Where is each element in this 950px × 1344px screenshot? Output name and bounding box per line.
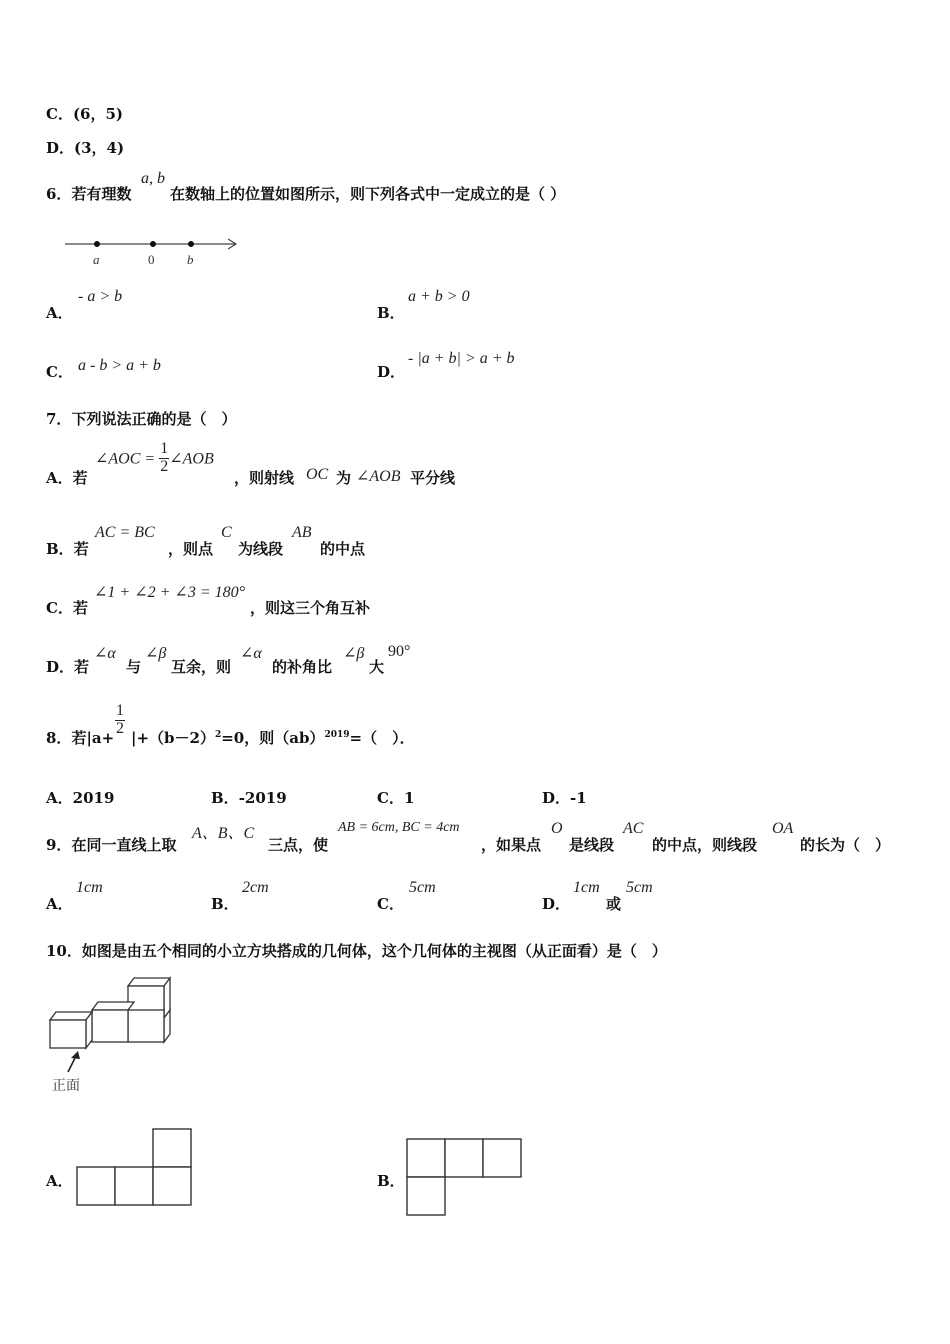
- q9-m4: AC: [623, 820, 644, 837]
- q7-c-m1: ∠1 + ∠2 + ∠3 = 180°: [94, 584, 246, 601]
- axis-label-0: 0: [148, 252, 155, 267]
- q9-option-b-label: B．: [211, 895, 239, 913]
- q6-option-d-expr: - |a + b| > a + b: [408, 350, 515, 367]
- stem-text: 下列说法正确的是（ ）: [71, 410, 237, 428]
- q7-b-m1: AC = BC: [95, 524, 155, 541]
- question-8-stem-post: [131, 727, 415, 748]
- q7-d-m5: [388, 643, 410, 661]
- option-value: (6，5): [72, 105, 124, 123]
- q9-text-4: 是线段: [569, 836, 615, 854]
- point-0: [150, 241, 156, 247]
- stem-text: =（ ）．: [349, 729, 415, 747]
- cube-top-face: [128, 978, 170, 986]
- q7-b-text-2: 为线段: [238, 540, 284, 558]
- q9-m1: A、B、C: [192, 825, 255, 842]
- q7-a-text-2: 为: [336, 469, 352, 487]
- q7-option-b: [46, 538, 89, 559]
- option-text: 若: [72, 469, 88, 487]
- option-value: (3，4): [74, 139, 125, 157]
- q6-option-d-label: D．: [377, 363, 406, 381]
- q9-option-c-value: 5cm: [409, 879, 436, 896]
- cube-front-face: [50, 1020, 86, 1048]
- question-6-stem: [46, 183, 131, 204]
- q9-option-b-value: 2cm: [242, 879, 269, 896]
- q9-option-d-value2: 5cm: [626, 879, 653, 896]
- option-text: 若: [72, 599, 88, 617]
- fraction-denominator: 2: [116, 719, 124, 737]
- q7-b-m3: AB: [292, 524, 312, 541]
- q7-d-text-2: 互余，则: [171, 658, 232, 676]
- question-8-stem-pre: [46, 727, 114, 748]
- option-label: C．: [46, 105, 73, 123]
- q7-a-expression: [95, 441, 214, 476]
- question-number: 8．: [46, 729, 72, 747]
- q7-d-m1: ∠α: [94, 645, 116, 662]
- square-cell: [77, 1167, 115, 1205]
- prev-option-c: [46, 103, 123, 124]
- prev-option-d: [46, 137, 124, 158]
- q8-fraction: [115, 703, 125, 738]
- option-text: 若: [73, 540, 89, 558]
- cube-top-face: [92, 1002, 134, 1010]
- square-cell: [115, 1167, 153, 1205]
- q7-d-m2: ∠β: [145, 645, 167, 662]
- cube-front-face: [128, 1010, 164, 1042]
- q6-option-c-label: C．: [46, 363, 73, 381]
- question-7-stem: [46, 408, 236, 429]
- question-number: 10．: [46, 942, 82, 960]
- q9-option-d-value: 1cm: [573, 879, 600, 896]
- q7-d-text-1: 与: [126, 658, 142, 676]
- option-label: B．: [211, 789, 239, 807]
- q7-option-a: [46, 467, 88, 488]
- q9-option-d-or: 或: [606, 895, 622, 913]
- stem-text: 如图是由五个相同的小立方块搭成的几何体，这个几何体的主视图（从正面看）是（ ）: [81, 942, 667, 960]
- q6-option-a-expr: - a > b: [78, 288, 123, 305]
- fraction-one-half: [115, 703, 125, 738]
- q6-stem-post: 在数轴上的位置如图所示，则下列各式中一定成立的是（ ）: [170, 185, 566, 203]
- cube-front-face: [92, 1010, 128, 1042]
- option-value: 2019: [72, 789, 115, 807]
- q9-m5: OA: [772, 820, 794, 837]
- option-text: 若: [74, 658, 90, 676]
- q7-c-text-1: ，则这三个角互补: [250, 599, 371, 617]
- option-value: -2019: [238, 789, 287, 807]
- q7-a-text-3: 平分线: [410, 469, 456, 487]
- option-label: C．: [377, 789, 404, 807]
- q10-option-b-label: B．: [377, 1172, 405, 1190]
- q7-d-m4: ∠β: [343, 645, 365, 662]
- q9-option-c-label: C．: [377, 895, 404, 913]
- q9-text-3: ，如果点: [481, 836, 542, 854]
- square-cell: [407, 1139, 445, 1177]
- q7-a-text-1: ，则射线: [234, 469, 295, 487]
- fraction-numerator: 1: [116, 702, 124, 719]
- question-number: 9．: [46, 836, 72, 854]
- option-label: A．: [46, 789, 73, 807]
- square-cell: [407, 1177, 445, 1215]
- q9-text-5: 的中点，则线段: [652, 836, 758, 854]
- cube-top-face: [50, 1012, 92, 1020]
- fraction-denominator: 2: [160, 457, 169, 475]
- q8-option-d: [542, 787, 587, 808]
- question-number: 7．: [46, 410, 72, 428]
- question-10-stem: [46, 940, 667, 961]
- q8-option-a: [46, 787, 114, 808]
- q9-option-d-label: D．: [542, 895, 571, 913]
- q10-option-b-figure: [404, 1136, 528, 1218]
- q6-option-b-expr: a + b > 0: [408, 288, 470, 305]
- q7-a-aob: ∠AOB: [356, 468, 401, 485]
- option-label: D．: [46, 658, 75, 676]
- option-label: C．: [46, 599, 73, 617]
- stem-text: =0，则（ab）: [221, 729, 325, 747]
- arrow-head-icon: [71, 1051, 80, 1059]
- ninety-degrees: 90°: [388, 643, 411, 660]
- point-a: [94, 241, 100, 247]
- question-9-stem-1: [46, 834, 176, 855]
- q7-option-c: [46, 597, 88, 618]
- q7-b-text-3: 的中点: [320, 540, 366, 558]
- stem-text: 若|a+: [71, 729, 115, 747]
- option-label: D．: [46, 139, 75, 157]
- axis-label-a: a: [93, 252, 100, 267]
- q9-m2: AB = 6cm, BC = 4cm: [338, 820, 460, 835]
- q6-option-a-label: A．: [46, 304, 73, 322]
- exponent: 2019: [324, 730, 350, 740]
- q7-d-text-4: 大: [369, 658, 385, 676]
- square-cell: [445, 1139, 483, 1177]
- front-label: 正面: [52, 1078, 80, 1094]
- q7-option-d: [46, 656, 89, 677]
- q9-text-6: 的长为（ ）: [800, 836, 891, 854]
- q7-b-text-1: ，则点: [168, 540, 214, 558]
- exponent: 2: [214, 730, 222, 740]
- q10-option-a-label: A．: [46, 1172, 73, 1190]
- axis-label-b: b: [187, 252, 194, 267]
- option-value: 1: [403, 789, 415, 807]
- q9-option-a-label: A．: [46, 895, 73, 913]
- option-label: B．: [46, 540, 74, 558]
- option-label: A．: [46, 469, 73, 487]
- cube-stack-figure: [44, 972, 179, 1097]
- expr-rhs: ∠AOB: [169, 450, 214, 468]
- q9-option-a-value: 1cm: [76, 879, 103, 896]
- option-value: -1: [570, 789, 587, 807]
- question-number: 6．: [46, 185, 72, 203]
- fraction-one-half: [159, 441, 169, 476]
- stem-text: 在同一直线上取: [71, 836, 177, 854]
- q9-m3: O: [551, 820, 563, 837]
- q10-option-a-figure: [74, 1126, 198, 1210]
- number-line-figure: [60, 232, 245, 270]
- stem-text: 若有理数: [71, 185, 132, 203]
- square-cell: [153, 1167, 191, 1205]
- q7-a-oc: OC: [306, 466, 329, 483]
- q9-text-2: 三点，使: [268, 836, 329, 854]
- fraction-numerator: 1: [160, 440, 169, 457]
- expr-lhs: ∠AOC =: [95, 450, 156, 468]
- q7-d-m3: ∠α: [240, 645, 262, 662]
- q8-option-c: [377, 787, 414, 808]
- square-cell: [153, 1129, 191, 1167]
- point-b: [188, 241, 194, 247]
- option-label: D．: [542, 789, 571, 807]
- q6-vars: a, b: [141, 170, 165, 187]
- q6-option-b-label: B．: [377, 304, 405, 322]
- stem-text: |+（b－2）: [131, 729, 215, 747]
- q8-option-b: [211, 787, 287, 808]
- q6-option-c-expr: a - b > a + b: [78, 357, 161, 374]
- q7-d-text-3: 的补角比: [272, 658, 333, 676]
- q7-b-m2: C: [221, 524, 232, 541]
- square-cell: [483, 1139, 521, 1177]
